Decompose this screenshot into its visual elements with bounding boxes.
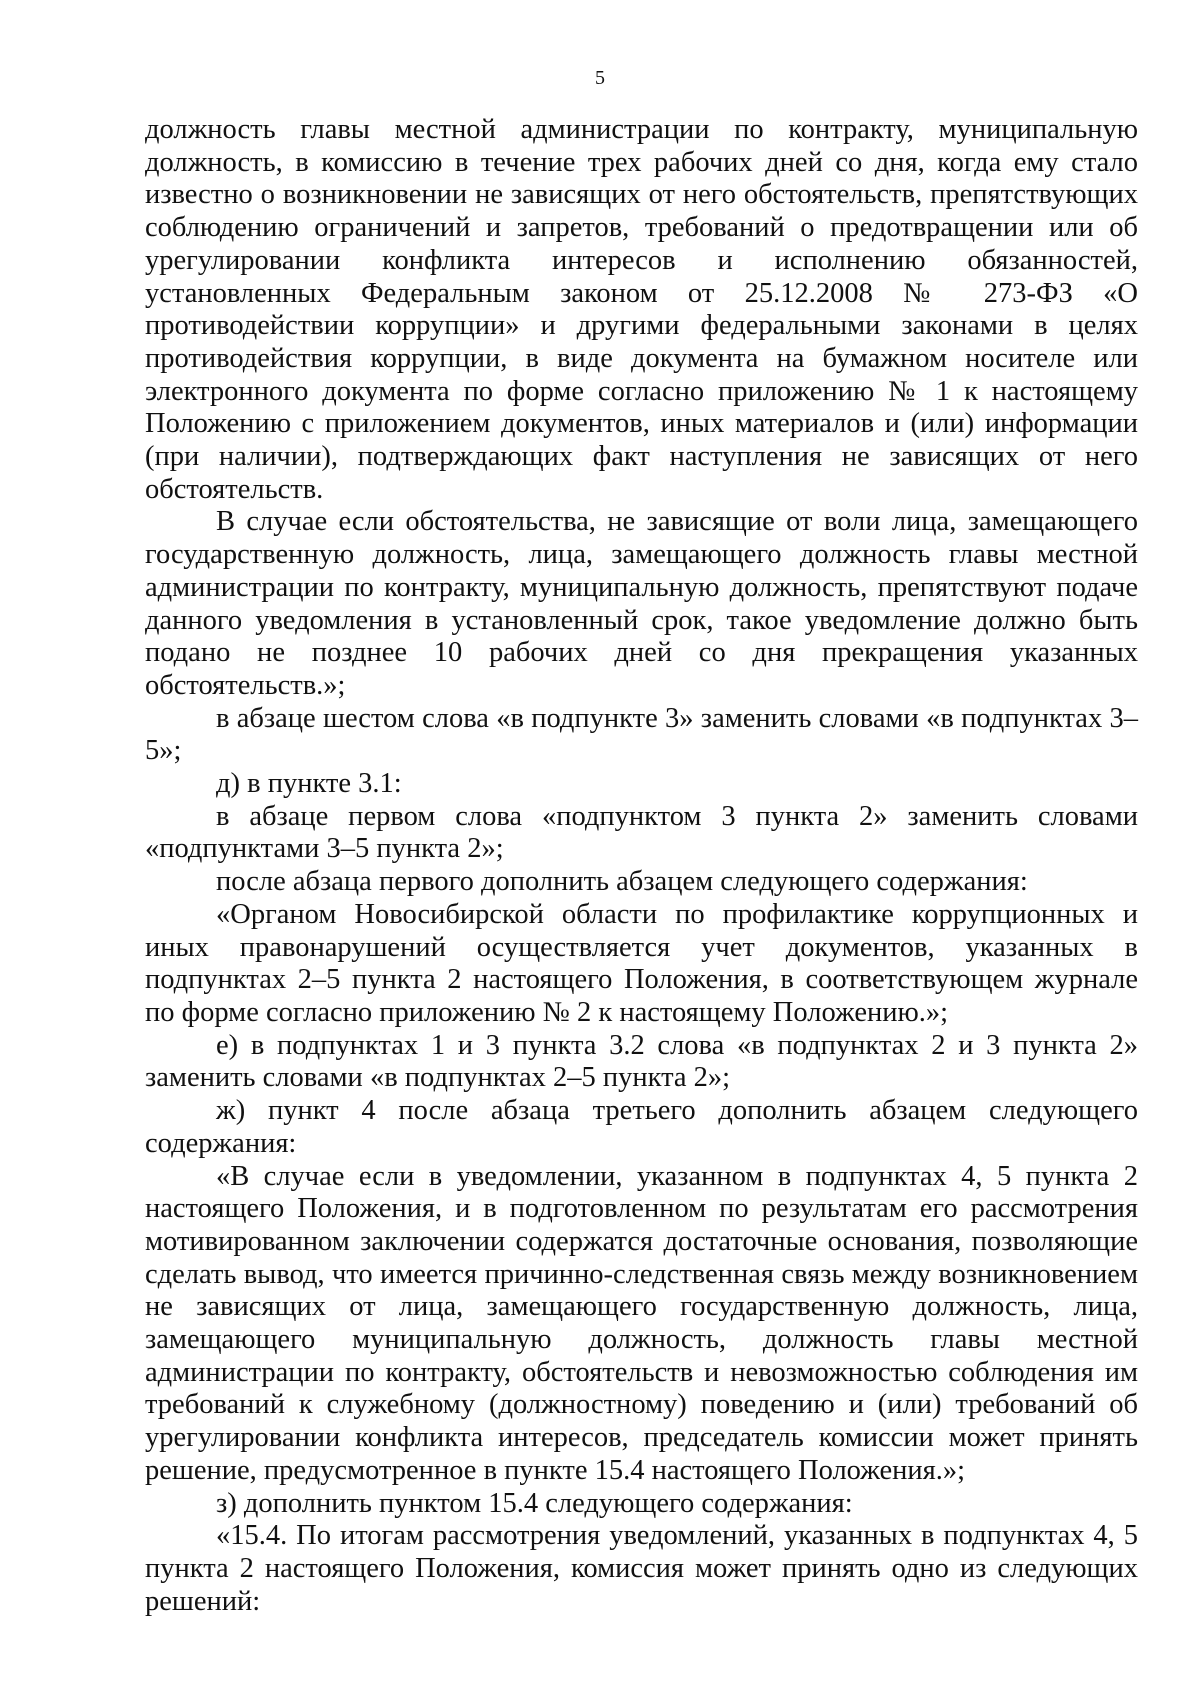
paragraph: в абзаце шестом слова «в подпункте 3» заменить словами «в подпунктах 3–5»; [145, 702, 1138, 767]
paragraph: е) в подпунктах 1 и 3 пункта 3.2 слова «в подпунктах 2 и 3 пункта 2» заменить словами «в подпунктах 2–5 пункта 2»; [145, 1029, 1138, 1094]
paragraph: «В случае если в уведомлении, указанном в подпунктах 4, 5 пункта 2 настоящего Положения, и в подготовленном по результатам его рассмотрения мотивированном заключении содержатся достаточные основания, позволяющие сделать вывод, что имеется причинно-следственная связь между возникновением не зависящих от лица, замещающего государственную должность, лица, замещающего муниципальную должность, должность главы местной администрации по контракту, обстоятельств и невозможностью соблюдения им требований к служебному (должностному) поведению и (или) требований об урегулировании конфликта интересов, председатель комиссии может принять решение, предусмотренное в пункте 15.4 настоящего Положения.»; [145, 1160, 1138, 1486]
paragraph: В случае если обстоятельства, не зависящие от воли лица, замещающего государственную должность, лица, замещающего должность главы местной администрации по контракту, муниципальную должность, препятствуют подаче данного уведомления в установленный срок, такое уведомление должно быть подано не позднее 10 рабочих дней со дня прекращения указанных обстоятельств.»; [145, 506, 1138, 701]
paragraph: з) дополнить пунктом 15.4 следующего содержания: [216, 1487, 853, 1519]
paragraph: должность главы местной администрации по контракту, муниципальную должность, в комиссию в течение трех рабочих дней со дня, когда ему стало известно о возникновении не зависящих от него обстоятельств, препятствующих соблюдению ограничений и запретов, требований о предотвращении или об урегулировании конфликта интересов и исполнению обязанностей, установленных Федеральным законом от 25.12.2008 № 273-ФЗ «О противодействии коррупции» и другими федеральными законами в целях противодействия коррупции, в виде документа на бумажном носителе или электронного документа по форме согласно приложению № 1 к настоящему Положению с приложением документов, иных материалов и (или) информации (при наличии), подтверждающих факт наступления не зависящих от него обстоятельств. [145, 114, 1138, 505]
paragraph: в абзаце первом слова «подпунктом 3 пункта 2» заменить словами «подпунктами 3–5 пункта 2»; [145, 800, 1138, 865]
paragraph: «Органом Новосибирской области по профилактике коррупционных и иных правонарушений осуществляется учет документов, указанных в подпунктах 2–5 пункта 2 настоящего Положения, в соответствующем журнале по форме согласно приложению № 2 к настоящему Положению.»; [145, 898, 1138, 1028]
paragraph: д) в пункте 3.1: [216, 768, 402, 800]
paragraph: «15.4. По итогам рассмотрения уведомлений, указанных в подпунктах 4, 5 пункта 2 настоящего Положения, комиссия может принять одно из следующих решений: [145, 1520, 1138, 1617]
paragraph: ж) пункт 4 после абзаца третьего дополнить абзацем следующего содержания: [145, 1095, 1138, 1159]
paragraph: после абзаца первого дополнить абзацем следующего содержания: [216, 866, 1028, 898]
page-number: 5 [595, 67, 605, 89]
document-body [145, 114, 1138, 1618]
